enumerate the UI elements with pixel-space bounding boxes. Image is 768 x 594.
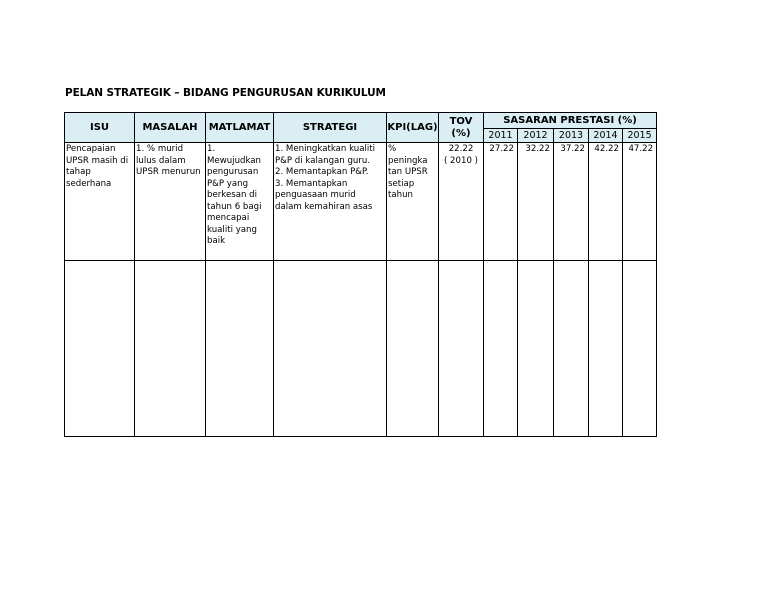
header-kpi: KPI(LAG): [387, 113, 439, 143]
table-row: [65, 143, 657, 261]
cell-masalah: 1. % murid lulus dalam UPSR menurun: [135, 143, 206, 261]
cell-target-2014: [589, 261, 623, 437]
cell-kpi: [387, 261, 439, 437]
cell-masalah: [135, 261, 206, 437]
header-year-2013: 2013: [554, 129, 589, 143]
table-row: [65, 261, 657, 437]
header-tov: TOV (%): [439, 113, 484, 143]
cell-target-2011: 27.22: [484, 143, 518, 261]
cell-target-2011: [484, 261, 518, 437]
strategic-plan-table: [64, 112, 657, 437]
header-year-2015: 2015: [623, 129, 657, 143]
cell-kpi: % peningka tan UPSR setiap tahun: [387, 143, 439, 261]
cell-strategi: 1. Meningkatkan kualiti P&P di kalangan guru. 2. Memantapkan P&P. 3. Memantapkan penguasaan murid dalam kemahiran asas: [274, 143, 387, 261]
cell-target-2015: 47.22: [623, 143, 657, 261]
cell-target-2012: [518, 261, 554, 437]
cell-target-2013: [554, 261, 589, 437]
cell-strategi: [274, 261, 387, 437]
header-masalah: MASALAH: [135, 113, 206, 143]
header-sasaran-prestasi: SASARAN PRESTASI (%): [484, 113, 657, 129]
cell-matlamat: 1. Mewujudkan pengurusan P&P yang berkesan di tahun 6 bagi mencapai kualiti yang baik: [206, 143, 274, 261]
cell-target-2012: 32.22: [518, 143, 554, 261]
header-strategi: STRATEGI: [274, 113, 387, 143]
cell-target-2015: [623, 261, 657, 437]
cell-tov: [439, 261, 484, 437]
cell-target-2014: 42.22: [589, 143, 623, 261]
header-year-2014: 2014: [589, 129, 623, 143]
document-title: PELAN STRATEGIK – BIDANG PENGURUSAN KURIKULUM: [65, 87, 386, 99]
cell-isu: [65, 261, 135, 437]
header-matlamat: MATLAMAT: [206, 113, 274, 143]
header-year-2011: 2011: [484, 129, 518, 143]
cell-tov: 22.22 ( 2010 ): [439, 143, 484, 261]
cell-target-2013: 37.22: [554, 143, 589, 261]
header-isu: ISU: [65, 113, 135, 143]
header-year-2012: 2012: [518, 129, 554, 143]
cell-isu: Pencapaian UPSR masih di tahap sederhana: [65, 143, 135, 261]
cell-matlamat: [206, 261, 274, 437]
